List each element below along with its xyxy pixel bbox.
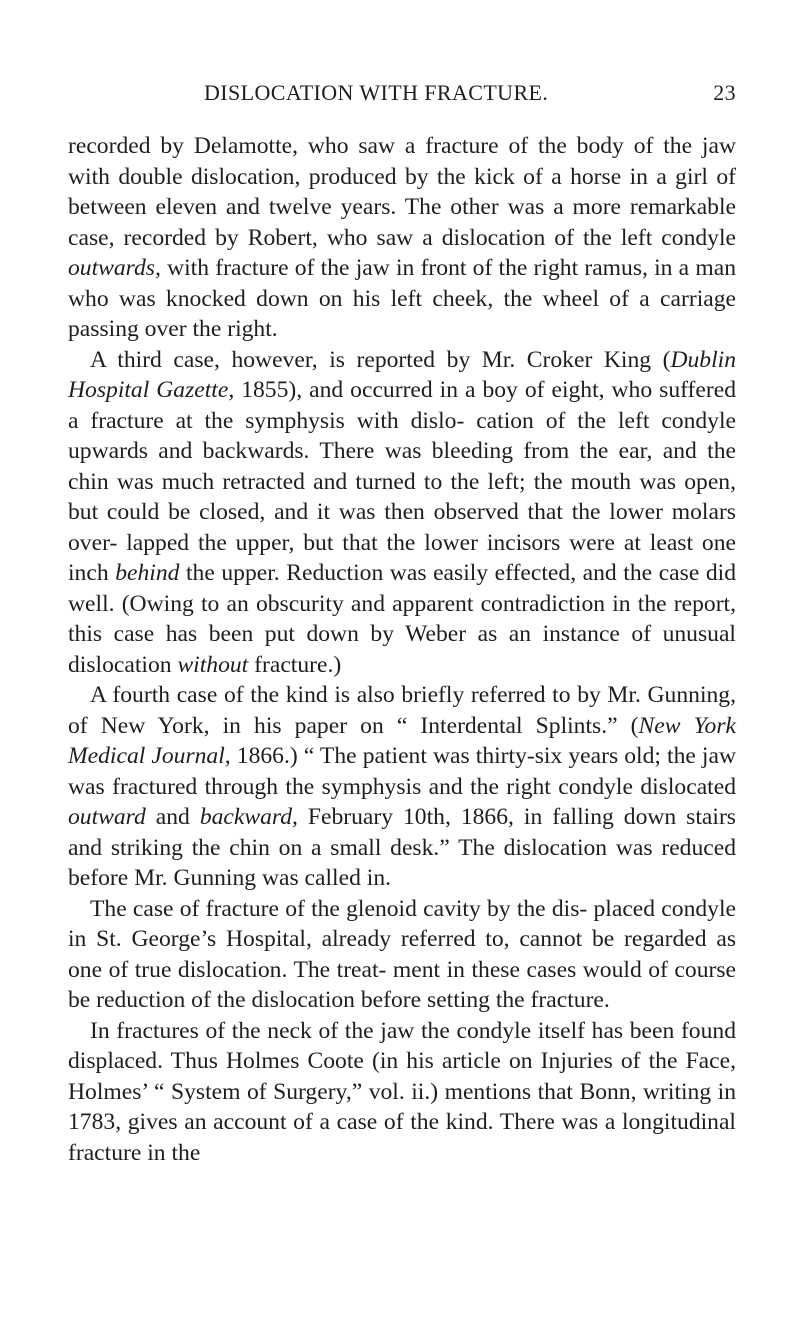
text-run: and [145, 804, 200, 830]
running-header [68, 0, 736, 124]
text-run: In fractures of the neck of the jaw the condyle itself has been found displaced. Thus Holmes Coote (in his article on Injuries of the Face, Holmes’ “ System of Surgery,” vol. ii.) mentions that Bonn, writing in 1783, gives an account of a case of the kind. There was a longitudinal fracture in the [68, 1017, 736, 1166]
text-run: the upper. Reduction was easily effected, and the case did well. (Owing to an obscurity and apparent contradiction in the report, this case has been put down by Weber as an instance of unusual dislocation [68, 560, 737, 678]
paragraph [68, 894, 736, 1016]
text-run: recorded by Delamotte, who saw a fracture of the body of the jaw with double dislocation, produced by the kick of a horse in a girl of between eleven and twelve years. The other was a more remarkable case, recorded by Robert, who saw a dislocation of the left condyle [68, 133, 736, 251]
paragraph [68, 1016, 736, 1169]
page-number: 23 [713, 80, 736, 105]
text-run-italic: without [177, 651, 249, 678]
text-run: fracture.) [248, 651, 342, 678]
text-run: 1866.) “ The patient was thirty-six years old; the jaw was fractured through the symphysis and the right condyle dislocated [68, 743, 736, 800]
text-run-italic: outward [68, 804, 146, 830]
paragraph [68, 131, 736, 345]
text-run: A fourth case of the kind is also briefly referred to by Mr. Gunning, of New York, in his paper on “ Interdental Splints.” ( [68, 682, 736, 739]
text-run: 1855), and occurred in a boy of eight, who suffered a fracture at the symphysis with dislo- cation of the left condyle upwards and backwards. There was bleeding from the ear, and the chin was much retracted and turned to the left; the mouth was open, but could be closed, and it was then observed that the lower molars over- lapped the upper, but that the lower incisors were at least one inch [68, 377, 736, 586]
text-run-italic: New York Medical Journal, [68, 712, 736, 769]
text-run: February 10th, 1866, in falling down stairs and striking the chin on a small desk.” The dislocation was reduced before Mr. Gunning was called in. [68, 804, 736, 891]
paragraph [68, 680, 736, 894]
running-title: DISLOCATION WITH FRACTURE. [204, 80, 549, 105]
text-run: with fracture of the jaw in front of the right ramus, in a man who was knocked down on his left cheek, the wheel of a carriage passing over the right. [68, 255, 736, 342]
text-run: A third case, however, is reported by Mr. Croker King ( [90, 346, 671, 373]
paragraph [68, 345, 736, 681]
text-run: The case of fracture of the glenoid cavity by the dis- placed condyle in St. George’s Hospital, already referred to, cannot be regarded as one of true dislocation. The treat- ment in these cases would of course be reduction of the dislocation before setting the fracture. [68, 895, 736, 1013]
text-run-italic: backward, [199, 804, 298, 830]
text-run-italic: outwards, [68, 255, 161, 281]
text-run-italic: behind [115, 560, 180, 586]
body-text [68, 131, 736, 1168]
text-run-italic: Dublin Hospital Gazette, [68, 346, 736, 403]
